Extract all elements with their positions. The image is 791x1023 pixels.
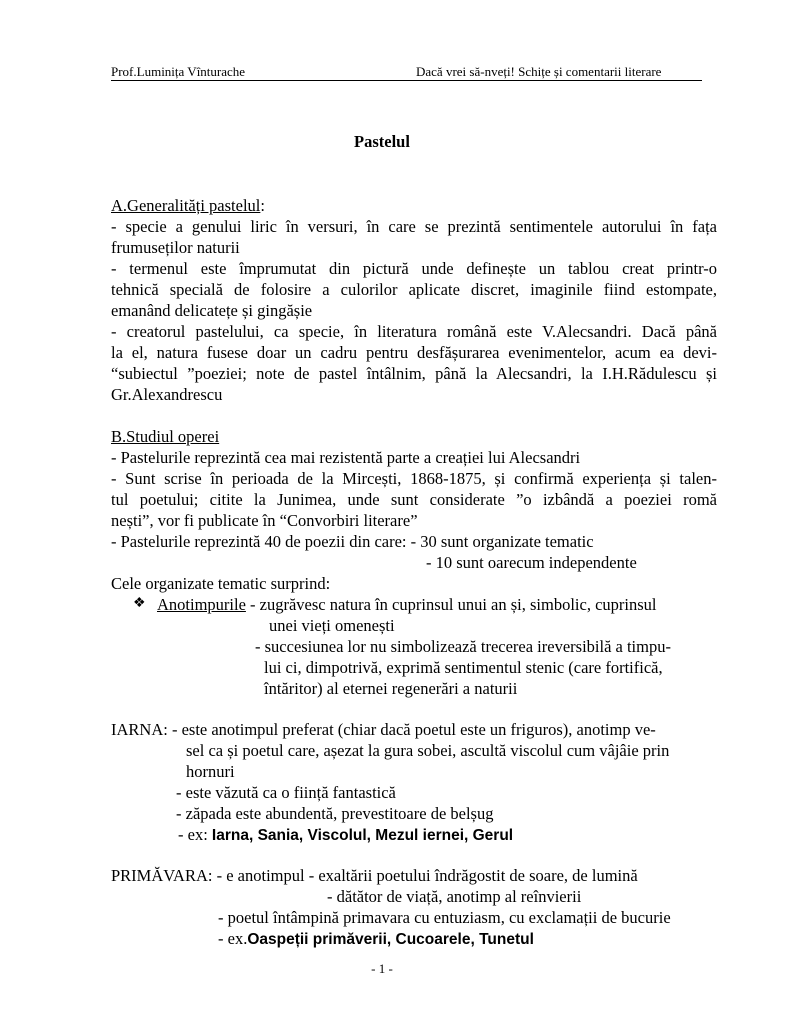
- page-title: Pastelul: [354, 132, 410, 151]
- section-b-line: - Sunt scrise în perioada de la Mircești, 1868-1875, și confirmă experiența și talen-: [111, 469, 717, 488]
- primavara-line: - dătător de viață, anotimp al reînvierii: [327, 887, 582, 906]
- section-b-line: Cele organizate tematic surprind:: [111, 574, 331, 593]
- iarna-ex-prefix: - ex:: [178, 825, 212, 844]
- diamond-bullet-icon: ❖: [133, 596, 146, 611]
- header-book-title: Dacă vrei să-nveți! Schițe și comentarii literare: [416, 64, 662, 79]
- section-a-line: Gr.Alexandrescu: [111, 385, 223, 404]
- header-author: Prof.Luminița Vînturache: [111, 64, 246, 79]
- primavara-line: - poetul întâmpină primavara cu entuziasm, cu exclamații de bucurie: [218, 908, 671, 927]
- header-rule: [111, 80, 702, 81]
- primavara-ex-prefix: - ex.: [218, 929, 248, 948]
- section-a-colon: :: [260, 196, 265, 215]
- iarna-ex-titles: Iarna, Sania, Viscolul, Mezul iernei, Gerul: [211, 827, 514, 844]
- section-a-line: la el, natura fusese doar un cadru pentru desfășurarea evenimentelor, acum ea devi-: [111, 343, 717, 362]
- section-b-line: - Pastelurile reprezintă cea mai rezistentă parte a creației lui Alecsandri: [111, 448, 581, 467]
- primavara-line: PRIMĂVARA: - e anotimpul - exaltării poetului îndrăgostit de soare, de lumină: [111, 866, 638, 885]
- bullet-line: întăritor) al eternei regenerări a naturii: [264, 679, 518, 698]
- section-a-heading-text: A.Generalități pastelul: [111, 196, 261, 215]
- section-b-line: - Pastelurile reprezintă 40 de poezii din care: - 30 sunt organizate tematic: [111, 532, 594, 551]
- bullet-term: Anotimpurile: [157, 595, 246, 614]
- bullet-line: - succesiunea lor nu simbolizează trecerea ireversibilă a timpu-: [255, 637, 671, 656]
- bullet-anotimpurile: [157, 594, 656, 615]
- bullet-line: - zugrăvesc natura în cuprinsul unui an și, simbolic, cuprinsul: [245, 595, 657, 614]
- iarna-line: - zăpada este abundentă, prevestitoare de belșug: [176, 804, 494, 823]
- section-b-line: tul poetului; citite la Junimea, unde sunt considerate ”o izbândă a poeziei romă: [111, 490, 717, 509]
- section-a-heading: [111, 195, 265, 216]
- bullet-line: lui ci, dimpotrivă, exprimă sentimentul stenic (care fortifică,: [264, 658, 663, 677]
- section-a-line: tehnică specială de folosire a culorilor aplicate discret, imaginile fiind estompate,: [111, 280, 717, 299]
- iarna-line: - este văzută ca o ființă fantastică: [176, 783, 396, 802]
- section-a-line: frumuseților naturii: [111, 238, 240, 257]
- section-b-line: nești”, vor fi publicate în “Convorbiri literare”: [111, 511, 418, 530]
- section-a-line: - creatorul pastelului, ca specie, în literatura română este V.Alecsandri. Dacă până: [111, 322, 717, 341]
- section-b-heading: B.Studiul operei: [111, 427, 220, 446]
- page-number: - 1 -: [371, 961, 393, 976]
- section-a-line: - specie a genului liric în versuri, în care se prezintă sentimentele autorului în fața: [111, 217, 717, 236]
- iarna-line: hornuri: [186, 762, 235, 781]
- iarna-examples: [178, 824, 513, 846]
- iarna-line: IARNA: - este anotimpul preferat (chiar dacă poetul este un friguros), anotimp ve-: [111, 720, 656, 739]
- section-a-line: “subiectul ”poeziei; note de pastel întâlnim, până la Alecsandri, la I.H.Rădulescu și: [111, 364, 717, 383]
- section-a-line: emanând delicatețe și gingășie: [111, 301, 313, 320]
- primavara-examples: [218, 928, 534, 950]
- section-a-line: - termenul este împrumutat din pictură unde definește un tablou creat printr-o: [111, 259, 717, 278]
- iarna-line: sel ca și poetul care, așezat la gura sobei, ascultă viscolul cum vâjâie prin: [186, 741, 670, 760]
- section-b-line: - 10 sunt oarecum independente: [426, 553, 637, 572]
- bullet-line: unei vieți omenești: [269, 616, 395, 635]
- primavara-ex-titles: Oaspeții primăverii, Cucoarele, Tunetul: [247, 931, 534, 948]
